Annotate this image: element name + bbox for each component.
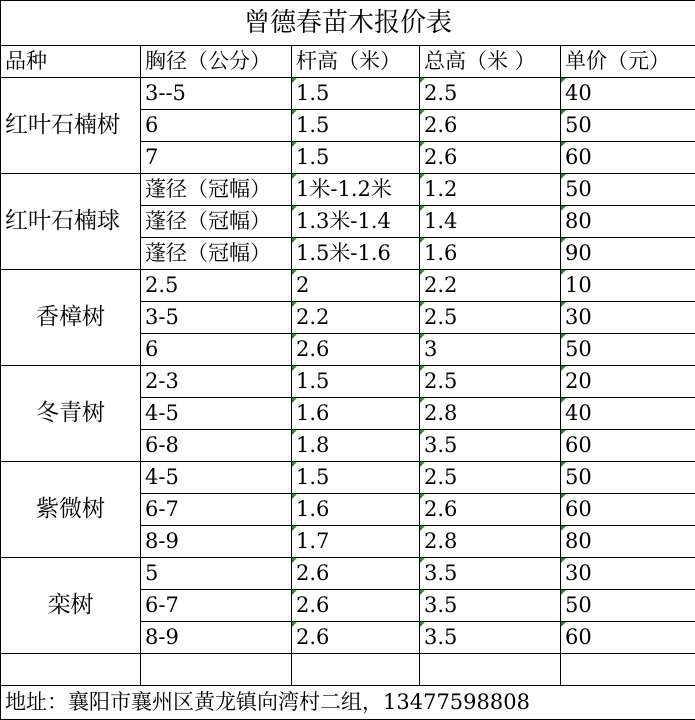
diameter-cell: 2-3	[141, 366, 292, 398]
unit-price-cell: 50	[561, 334, 695, 366]
total-height-cell: 2.6	[420, 110, 561, 142]
unit-price-cell: 60	[561, 622, 695, 654]
stem-height-cell: 1.5	[292, 366, 420, 398]
title-row	[1, 1, 695, 46]
diameter-cell: 6-7	[141, 590, 292, 622]
total-height-cell: 1.2	[420, 174, 561, 206]
unit-price-cell: 60	[561, 142, 695, 174]
stem-height-cell: 1.8	[292, 430, 420, 462]
empty-cell	[292, 654, 420, 686]
header-diameter: 胸径（公分）	[141, 46, 292, 78]
total-height-cell: 2.8	[420, 526, 561, 558]
diameter-cell: 蓬径（冠幅）	[141, 238, 292, 270]
stem-height-cell: 1.5米-1.6	[292, 238, 420, 270]
unit-price-cell: 90	[561, 238, 695, 270]
unit-price-cell: 50	[561, 174, 695, 206]
header-row	[1, 46, 695, 78]
diameter-cell: 6-7	[141, 494, 292, 526]
total-height-cell: 2.5	[420, 302, 561, 334]
variety-name-cell: 栾树	[1, 558, 141, 654]
unit-price-cell: 60	[561, 430, 695, 462]
table-row	[1, 270, 695, 302]
total-height-cell: 1.4	[420, 206, 561, 238]
total-height-cell: 3.5	[420, 558, 561, 590]
unit-price-cell: 60	[561, 494, 695, 526]
stem-height-cell: 2.6	[292, 622, 420, 654]
header-stem-height: 杆高（米）	[292, 46, 420, 78]
diameter-cell: 蓬径（冠幅）	[141, 174, 292, 206]
unit-price-cell: 40	[561, 78, 695, 110]
variety-name-cell: 红叶石楠球	[1, 174, 141, 270]
unit-price-cell: 20	[561, 366, 695, 398]
empty-cell	[1, 654, 141, 686]
total-height-cell: 2.6	[420, 142, 561, 174]
table-row	[1, 462, 695, 494]
diameter-cell: 7	[141, 142, 292, 174]
stem-height-cell: 2.2	[292, 302, 420, 334]
total-height-cell: 2.8	[420, 398, 561, 430]
variety-name-cell: 红叶石楠树	[1, 78, 141, 174]
total-height-cell: 2.5	[420, 462, 561, 494]
variety-name-cell: 香樟树	[1, 270, 141, 366]
total-height-cell: 3.5	[420, 622, 561, 654]
diameter-cell: 6-8	[141, 430, 292, 462]
header-total-height: 总高（米 ）	[420, 46, 561, 78]
unit-price-cell: 50	[561, 590, 695, 622]
empty-cell	[141, 654, 292, 686]
stem-height-cell: 1.7	[292, 526, 420, 558]
address-text: 地址：襄阳市襄州区黄龙镇向湾村二组，13477598808	[1, 686, 695, 720]
unit-price-cell: 80	[561, 526, 695, 558]
diameter-cell: 4-5	[141, 462, 292, 494]
total-height-cell: 2.5	[420, 78, 561, 110]
diameter-cell: 8-9	[141, 622, 292, 654]
stem-height-cell: 1.5	[292, 462, 420, 494]
diameter-cell: 4-5	[141, 398, 292, 430]
empty-cell	[420, 654, 561, 686]
diameter-cell: 3-5	[141, 302, 292, 334]
unit-price-cell: 80	[561, 206, 695, 238]
blank-row	[1, 654, 695, 686]
variety-name-cell: 紫微树	[1, 462, 141, 558]
total-height-cell: 3.5	[420, 590, 561, 622]
total-height-cell: 2.2	[420, 270, 561, 302]
diameter-cell: 3--5	[141, 78, 292, 110]
stem-height-cell: 1.6	[292, 494, 420, 526]
empty-cell	[561, 654, 695, 686]
diameter-cell: 6	[141, 334, 292, 366]
unit-price-cell: 50	[561, 110, 695, 142]
stem-height-cell: 2.6	[292, 590, 420, 622]
table-row	[1, 558, 695, 590]
total-height-cell: 1.6	[420, 238, 561, 270]
table-row	[1, 78, 695, 110]
diameter-cell: 5	[141, 558, 292, 590]
stem-height-cell: 1.5	[292, 78, 420, 110]
header-unit-price: 单价（元）	[561, 46, 695, 78]
diameter-cell: 8-9	[141, 526, 292, 558]
diameter-cell: 蓬径（冠幅）	[141, 206, 292, 238]
table-row	[1, 174, 695, 206]
stem-height-cell: 2.6	[292, 334, 420, 366]
stem-height-cell: 1.6	[292, 398, 420, 430]
total-height-cell: 3.5	[420, 430, 561, 462]
unit-price-cell: 50	[561, 462, 695, 494]
stem-height-cell: 1.5	[292, 142, 420, 174]
table-row	[1, 366, 695, 398]
unit-price-cell: 30	[561, 558, 695, 590]
total-height-cell: 3	[420, 334, 561, 366]
stem-height-cell: 1.3米-1.4	[292, 206, 420, 238]
unit-price-cell: 10	[561, 270, 695, 302]
header-variety: 品种	[1, 46, 141, 78]
stem-height-cell: 2	[292, 270, 420, 302]
total-height-cell: 2.5	[420, 366, 561, 398]
diameter-cell: 2.5	[141, 270, 292, 302]
diameter-cell: 6	[141, 110, 292, 142]
stem-height-cell: 2.6	[292, 558, 420, 590]
stem-height-cell: 1米-1.2米	[292, 174, 420, 206]
total-height-cell: 2.6	[420, 494, 561, 526]
footer-row	[1, 686, 695, 720]
unit-price-cell: 40	[561, 398, 695, 430]
unit-price-cell: 30	[561, 302, 695, 334]
stem-height-cell: 1.5	[292, 110, 420, 142]
variety-name-cell: 冬青树	[1, 366, 141, 462]
sheet-title: 曾德春苗木报价表	[1, 1, 695, 46]
